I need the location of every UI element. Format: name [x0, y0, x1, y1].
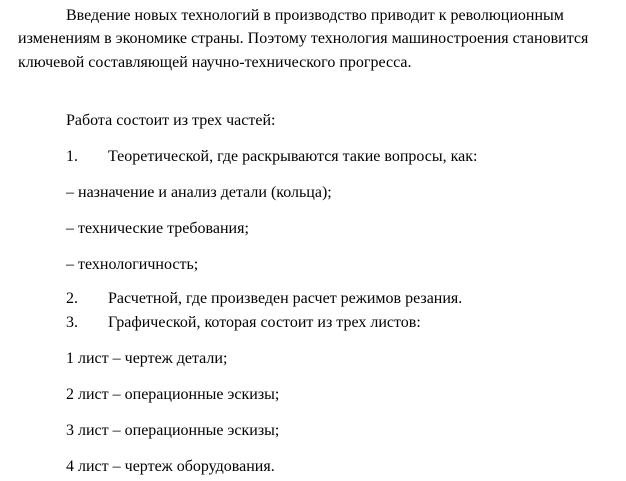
part-2-text: Расчетной, где произведен расчет режимов резания. — [108, 290, 463, 307]
part-1-subitem: – назначение и анализ детали (кольца); — [66, 184, 332, 201]
intro-paragraph: Введение новых технологий в производство приводит к революционным изменениям в экономике страны. Поэтому технология машиностроения становится ключевой составляющей научно-технического прогресса. — [18, 7, 589, 71]
part-1-subitem: – технические требования; — [66, 220, 249, 237]
sheet-item: 2 лист – операционные эскизы; — [66, 386, 280, 403]
part-1-subitem: – технологичность; — [66, 256, 199, 273]
part-3-item — [66, 314, 421, 332]
part-3-text: Графической, которая состоит из трех листов: — [108, 314, 421, 331]
sheet-item: 1 лист – чертеж детали; — [66, 350, 228, 367]
part-2-item — [66, 290, 462, 308]
part-1-number: 1. — [66, 148, 78, 165]
part-1-text: Теоретической, где раскрываются такие вопросы, как: — [108, 148, 478, 165]
structure-intro: Работа состоит из трех частей: — [66, 112, 276, 129]
part-3-number: 3. — [66, 314, 78, 331]
sheet-item: 4 лист – чертеж оборудования. — [66, 458, 275, 475]
sheet-item: 3 лист – операционные эскизы; — [66, 422, 280, 439]
part-1-item — [66, 148, 478, 166]
part-2-number: 2. — [66, 290, 78, 307]
